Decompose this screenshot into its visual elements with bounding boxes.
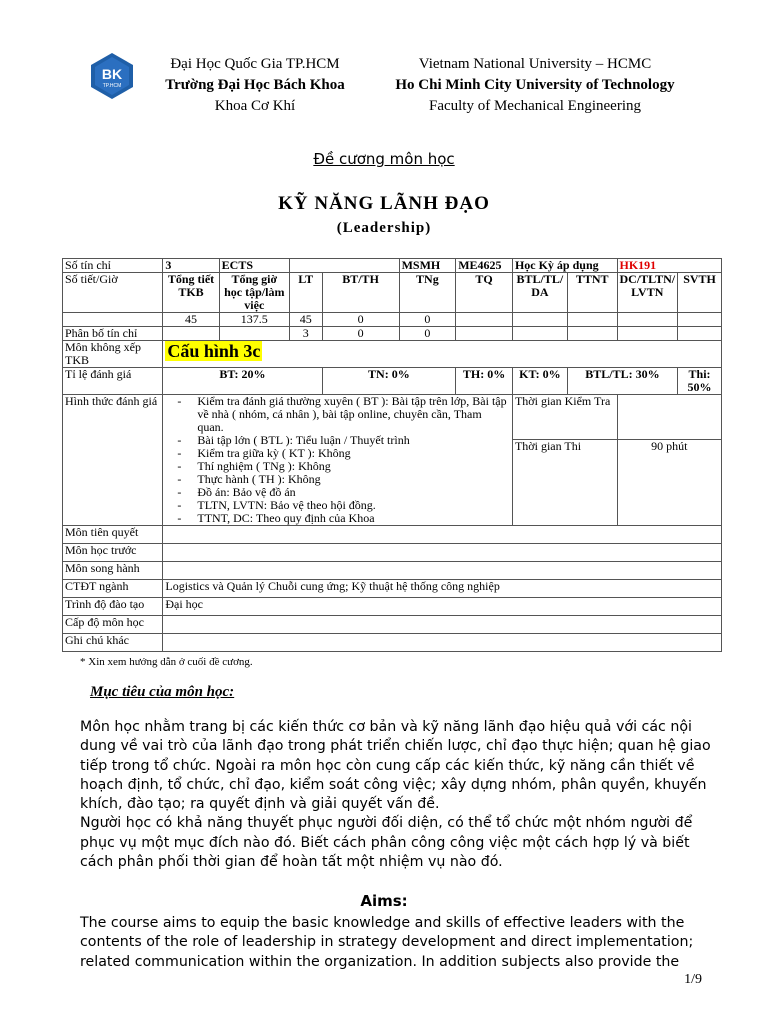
table-row-no-schedule [63, 341, 722, 368]
col-total-hours: Tổng giờ học tập/làm việc [219, 273, 289, 313]
label-midterm-time: Thời gian Kiểm Tra [512, 395, 617, 440]
empty-cell [678, 327, 722, 341]
list-item: - Kiểm tra giữa kỳ ( KT ): Không [177, 447, 510, 460]
header-faculty-en: Faculty of Mechanical Engineering [428, 98, 641, 114]
table-row-credit-distribution [63, 327, 722, 341]
list-item: - Kiểm tra đánh giá thường xuyên ( BT ): Bài tập trên lớp, Bài tập về nhà ( nhóm, cá nhân ), bài tập online, chuyên cần, Tham quan. [177, 395, 510, 434]
col-lt: LT [289, 273, 322, 313]
value-credits: 3 [163, 259, 219, 273]
col-tq: TQ [456, 273, 513, 313]
label-assessment: Hình thức đánh giá [63, 395, 163, 526]
label-notes: Ghi chú khác [63, 634, 163, 652]
table-row-assessment-1 [63, 395, 722, 440]
col-tng: TNg [399, 273, 456, 313]
label-previous-course: Môn học trước [63, 544, 163, 562]
empty-cell [456, 327, 513, 341]
list-item: - Thí nghiệm ( TNg ): Không [177, 460, 510, 473]
value-bt-th: 0 [322, 313, 399, 327]
list-item: - TLTN, LVTN: Bảo vệ theo hội đồng. [177, 499, 510, 512]
empty-cell [512, 313, 567, 327]
table-row-prerequisite [63, 526, 722, 544]
value-no-schedule: Cấu hình 3c [167, 341, 261, 361]
empty-cell [163, 327, 219, 341]
value-prerequisite [163, 526, 722, 544]
label-grading-ratio: Tỉ lệ đánh giá [63, 368, 163, 395]
value-dist-lt: 3 [289, 327, 322, 341]
label-ects: ECTS [219, 259, 289, 273]
table-row-credits [63, 259, 722, 273]
table-row-previous-course [63, 544, 722, 562]
table-row-program [63, 580, 722, 598]
value-corequisite [163, 562, 722, 580]
value-program: Logistics và Quản lý Chuỗi cung ứng; Kỹ thuật hệ thống công nghiệp [163, 580, 722, 598]
empty-cell [567, 313, 617, 327]
table-row-level [63, 598, 722, 616]
table-row-grading-ratio [63, 368, 722, 395]
empty-cell [617, 327, 678, 341]
empty-cell [456, 313, 513, 327]
logo-text: BK [101, 66, 123, 82]
value-ratio-th: TH: 0% [456, 368, 513, 395]
course-info-table [62, 258, 722, 652]
value-previous-course [163, 544, 722, 562]
list-item: - Thực hành ( TH ): Không [177, 473, 510, 486]
assessment-methods-cell [163, 395, 513, 526]
col-dc: DC/TLTN/ LVTN [617, 273, 678, 313]
label-msmh: MSMH [399, 259, 456, 273]
empty-cell [567, 327, 617, 341]
footnote: * Xin xem hướng dẫn ở cuối đề cương. [80, 656, 253, 668]
list-item: - Bài tập lớn ( BTL ): Tiểu luận / Thuyết trình [177, 434, 510, 447]
value-ects [289, 259, 399, 273]
label-credit-distribution: Phân bố tín chỉ [63, 327, 163, 341]
value-ratio-kt: KT: 0% [512, 368, 567, 395]
header-school-en: Ho Chi Minh City University of Technology [395, 77, 675, 93]
label-program: CTĐT ngành [63, 580, 163, 598]
logo-subtext: TP.HCM [102, 83, 122, 89]
objectives-heading: Mục tiêu của môn học: [90, 684, 235, 700]
empty-cell [63, 313, 163, 327]
header-vietnamese [140, 54, 370, 117]
bk-logo-icon [88, 52, 136, 100]
label-semester: Học Kỳ áp dụng [512, 259, 617, 273]
label-training-level: Trình độ đào tạo [63, 598, 163, 616]
empty-cell [512, 327, 567, 341]
list-item: - Đồ án: Bảo vệ đồ án [177, 486, 510, 499]
value-lt: 45 [289, 313, 322, 327]
list-item: - TTNT, DC: Theo quy định của Khoa [177, 512, 510, 525]
label-hours: Số tiết/Giờ [63, 273, 163, 313]
course-title: KỸ NĂNG LÃNH ĐẠO [278, 193, 490, 214]
value-ratio-thi: Thi: 50% [678, 368, 722, 395]
objectives-paragraph-1: Môn học nhằm trang bị các kiến thức cơ bản và kỹ năng lãnh đạo hiệu quả với các nội dung về vai trò của lãnh đạo trong phát triển chiến lược, chỉ đạo thực hiện; quan hệ giao tiếp trong tổ chức. Ngoài ra môn học còn cung cấp các kiến thức, kỹ năng cần thiết về hoạch định, tổ chức, chỉ đạo, kiểm soát công việc; xây dựng nhóm, phân quyền, khuyến khích, đào tạo; ra quyết định và giải quyết vấn đề. [80, 719, 711, 813]
document-type: Đề cương môn học [313, 150, 455, 168]
value-dist-tng: 0 [399, 327, 456, 341]
label-course-level: Cấp độ môn học [63, 616, 163, 634]
value-ratio-tn: TN: 0% [322, 368, 456, 395]
col-ttnt: TTNT [567, 273, 617, 313]
col-total-periods: Tổng tiết TKB [163, 273, 219, 313]
header-english [380, 54, 690, 117]
value-training-level: Đại học [163, 598, 722, 616]
col-bt-th: BT/TH [322, 273, 399, 313]
empty-cell [678, 313, 722, 327]
value-notes [163, 634, 722, 652]
table-row-course-level [63, 616, 722, 634]
header-university-en: Vietnam National University – HCMC [418, 56, 652, 72]
header-university: Đại Học Quốc Gia TP.HCM [170, 56, 340, 72]
col-svth: SVTH [678, 273, 722, 313]
course-title-en: (Leadership) [336, 220, 432, 236]
value-exam-time: 90 phút [617, 439, 722, 525]
aims-text: The course aims to equip the basic knowledge and skills of effective leaders with the contents of the role of leadership in strategy development and direct implementation; related communication within the organization. In addition subjects also provide the [80, 915, 694, 970]
value-no-schedule-cell [163, 341, 722, 368]
objectives-text [80, 718, 720, 872]
table-row-notes [63, 634, 722, 652]
label-exam-time: Thời gian Thi [512, 439, 617, 525]
value-tng: 0 [399, 313, 456, 327]
empty-cell [219, 327, 289, 341]
label-prerequisite: Môn tiên quyết [63, 526, 163, 544]
label-corequisite: Môn song hành [63, 562, 163, 580]
value-midterm-time [617, 395, 722, 440]
value-course-level [163, 616, 722, 634]
empty-cell [617, 313, 678, 327]
label-no-schedule: Môn không xếp TKB [63, 341, 163, 368]
col-btl: BTL/TL/ DA [512, 273, 567, 313]
header-school: Trường Đại Học Bách Khoa [165, 77, 345, 93]
value-semester: HK191 [617, 259, 722, 273]
label-credits: Số tín chỉ [63, 259, 163, 273]
value-dist-bt-th: 0 [322, 327, 399, 341]
table-row-hours-values [63, 313, 722, 327]
table-row-hours-header [63, 273, 722, 313]
university-logo [88, 52, 136, 100]
objectives-paragraph-2: Người học có khả năng thuyết phục người đối diện, có thể tổ chức một nhóm người để phục vụ một mục đích nào đó. Biết cách phân công công việc một cách hợp lý và biết cách phân phối thời gian để hoàn tất một nhiệm vụ nào đó. [80, 815, 693, 871]
value-ratio-btl: BTL/TL: 30% [567, 368, 677, 395]
aims-heading: Aims: [360, 892, 408, 910]
value-total-hours: 137.5 [219, 313, 289, 327]
table-row-corequisite [63, 562, 722, 580]
value-total-periods: 45 [163, 313, 219, 327]
header-faculty: Khoa Cơ Khí [214, 98, 296, 114]
assessment-methods-list [165, 395, 510, 525]
value-msmh: ME4625 [456, 259, 513, 273]
value-ratio-bt: BT: 20% [163, 368, 322, 395]
page-number: 1/9 [684, 972, 702, 987]
